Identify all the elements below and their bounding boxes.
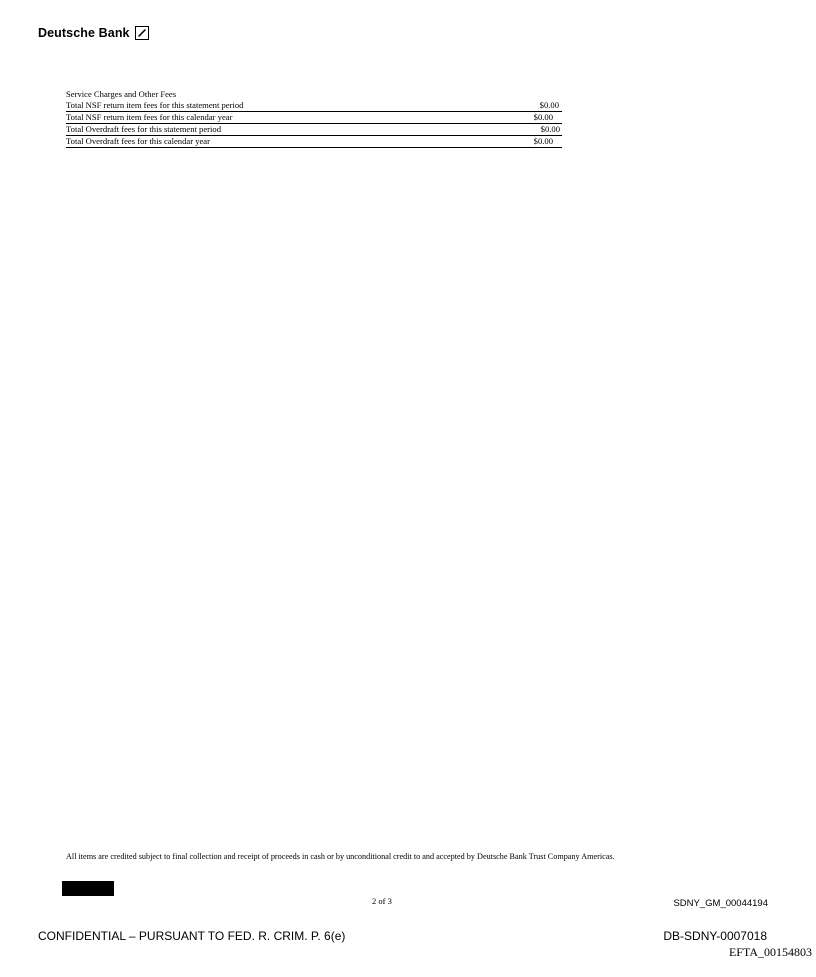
fee-row bbox=[66, 124, 562, 136]
bank-name: Deutsche Bank bbox=[38, 26, 130, 40]
credit-disclaimer: All items are credited subject to final collection and receipt of proceeds in cash or by unconditional credit to and accepted by Deutsche Bank Trust Company Americas. bbox=[66, 852, 615, 861]
fee-row bbox=[66, 112, 562, 124]
fee-label: Total NSF return item fees for this calendar year bbox=[66, 112, 233, 122]
fee-amount: $0.00 bbox=[540, 124, 560, 134]
service-charges-title: Service Charges and Other Fees bbox=[66, 89, 177, 99]
service-charges-table bbox=[66, 88, 562, 148]
fee-row bbox=[66, 100, 562, 112]
fee-label: Total Overdraft fees for this statement period bbox=[66, 124, 221, 134]
fee-row bbox=[66, 136, 562, 148]
deutsche-bank-logo-icon bbox=[135, 26, 149, 40]
fee-amount: $0.00 bbox=[533, 136, 553, 146]
fee-label: Total NSF return item fees for this statement period bbox=[66, 100, 244, 110]
redaction-block bbox=[62, 881, 114, 896]
fee-amount: $0.00 bbox=[533, 112, 553, 122]
efta-number: EFTA_00154803 bbox=[728, 945, 812, 959]
bank-header bbox=[38, 26, 149, 40]
bates-number-db: DB-SDNY-0007018 bbox=[663, 929, 767, 943]
fee-label: Total Overdraft fees for this calendar year bbox=[66, 136, 210, 146]
confidential-notice: CONFIDENTIAL – PURSUANT TO FED. R. CRIM. P. 6(e) bbox=[38, 929, 346, 943]
fee-amount: $0.00 bbox=[539, 100, 559, 110]
bates-number-sdny: SDNY_GM_00044194 bbox=[673, 898, 768, 909]
page-number: 2 of 3 bbox=[372, 896, 392, 906]
